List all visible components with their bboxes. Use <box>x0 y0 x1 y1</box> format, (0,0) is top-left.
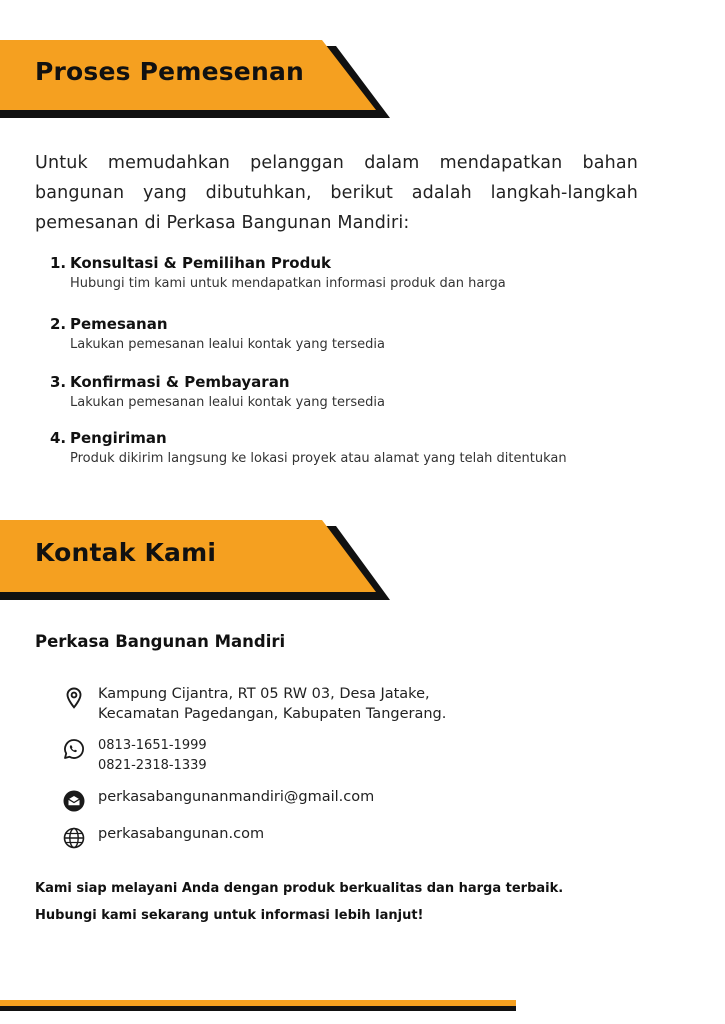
step-title: Pengiriman <box>70 429 167 447</box>
step-description: Produk dikirim langsung ke lokasi proyek atau alamat yang telah ditentukan <box>70 451 567 466</box>
step-item <box>50 371 385 413</box>
step-title: Pemesanan <box>70 315 168 333</box>
step-number: 2. <box>50 315 67 333</box>
website-link[interactable]: perkasabangunan.com <box>98 826 265 842</box>
location-pin-icon <box>62 686 86 710</box>
phone-number[interactable]: 0813-1651-1999 <box>98 738 207 753</box>
step-number: 1. <box>50 254 67 272</box>
section-title: Kontak Kami <box>35 538 217 567</box>
step-item <box>50 252 506 294</box>
section-title: Proses Pemesenan <box>35 57 305 86</box>
step-number: 3. <box>50 373 67 391</box>
whatsapp-icon <box>62 737 86 761</box>
email-address[interactable]: perkasabangunanmandiri@gmail.com <box>98 789 375 805</box>
step-number: 4. <box>50 429 67 447</box>
step-title: Konsultasi & Pemilihan Produk <box>70 254 331 272</box>
step-description: Hubungi tim kami untuk mendapatkan informasi produk dan harga <box>70 276 506 291</box>
email-icon <box>62 789 86 813</box>
company-name: Perkasa Bangunan Mandiri <box>35 632 286 651</box>
step-description: Lakukan pemesanan lealui kontak yang tersedia <box>70 337 385 352</box>
section-banner-contact <box>0 520 395 600</box>
closing-line: Hubungi kami sekarang untuk informasi lebih lanjut! <box>35 908 424 923</box>
step-item <box>50 313 385 355</box>
footer-accent-bar <box>0 1000 520 1014</box>
phone-number[interactable]: 0821-2318-1339 <box>98 758 207 773</box>
step-description: Lakukan pemesanan lealui kontak yang tersedia <box>70 395 385 410</box>
closing-text <box>35 875 675 929</box>
address-line: Kampung Cijantra, RT 05 RW 03, Desa Jatake, <box>98 686 430 702</box>
step-item <box>50 427 567 469</box>
step-title: Konfirmasi & Pembayaran <box>70 373 290 391</box>
globe-icon <box>62 826 86 850</box>
section-banner-process <box>0 40 395 120</box>
closing-line: Kami siap melayani Anda dengan produk berkualitas dan harga terbaik. <box>35 881 564 896</box>
address-line: Kecamatan Pagedangan, Kabupaten Tangerang. <box>98 706 447 722</box>
intro-paragraph: Untuk memudahkan pelanggan dalam mendapatkan bahan bangunan yang dibutuhkan, berikut adalah langkah-langkah pemesanan di Perkasa Bangunan Mandiri: <box>35 153 638 233</box>
